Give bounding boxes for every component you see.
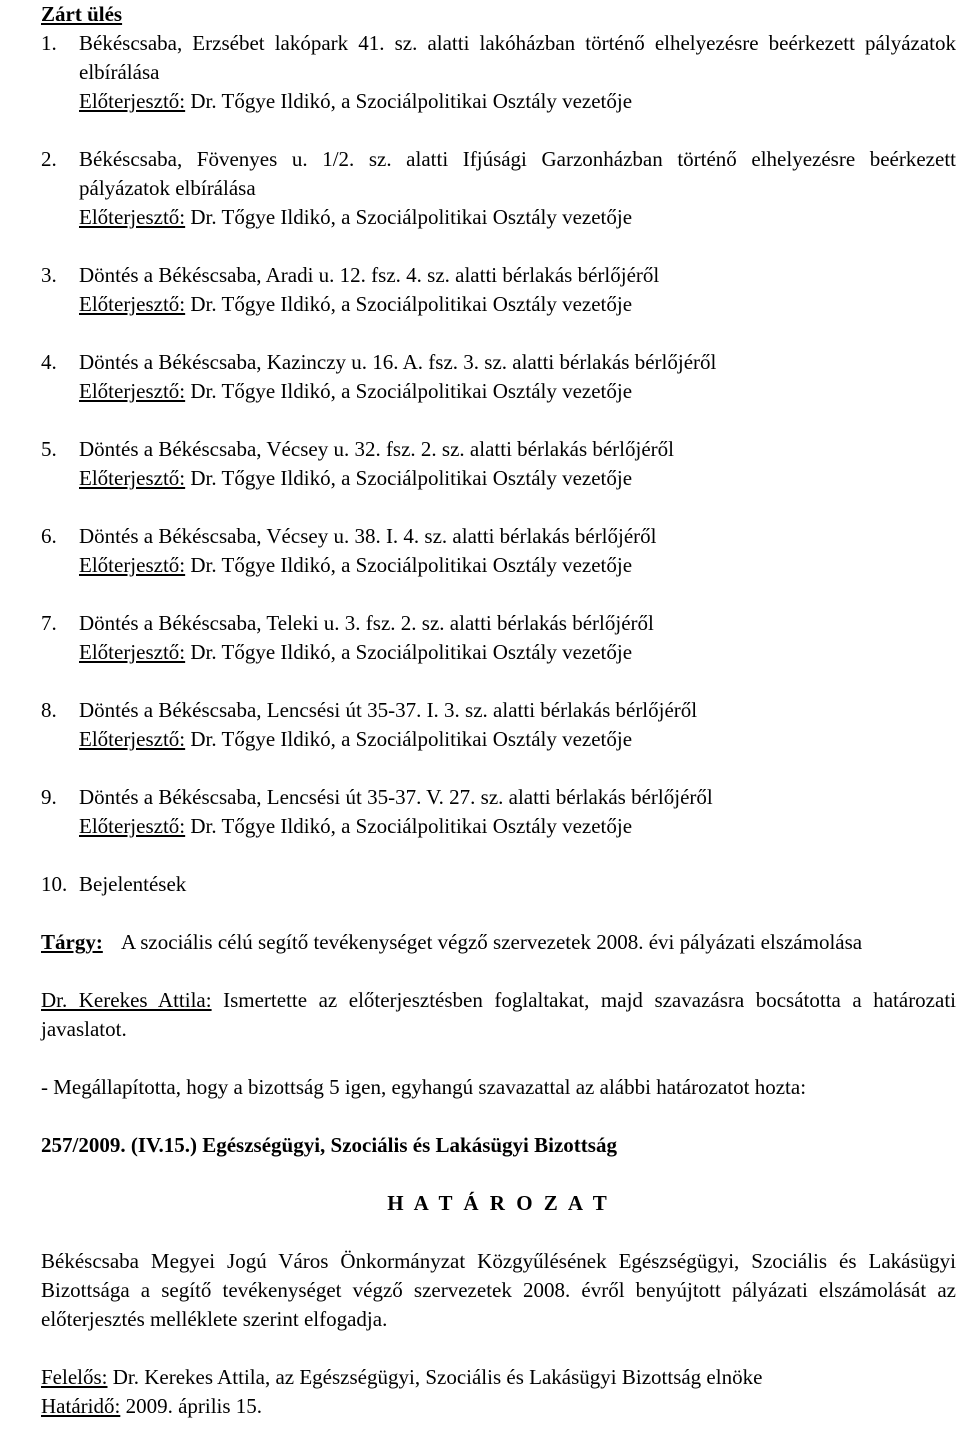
- presenter-label: Előterjesztő:: [79, 553, 186, 577]
- presenter-name: Dr. Tőgye Ildikó, a Szociálpolitikai Osztály vezetője: [190, 292, 633, 316]
- document-page: [41, 0, 956, 1421]
- agenda-item: [41, 783, 956, 841]
- deadline-line: [41, 1392, 956, 1421]
- item-text: Döntés a Békéscsaba, Lencsési út 35-37. V. 27. sz. alatti bérlakás bérlőjéről: [79, 785, 713, 809]
- presenter-line: [79, 464, 956, 493]
- resolution-title: H A T Á R O Z A T: [387, 1191, 610, 1215]
- presenter-name: Dr. Tőgye Ildikó, a Szociálpolitikai Osztály vezetője: [190, 640, 633, 664]
- deadline-text: 2009. április 15.: [120, 1394, 263, 1418]
- presenter-label: Előterjesztő:: [79, 640, 186, 664]
- presenter-name: Dr. Tőgye Ildikó, a Szociálpolitikai Osztály vezetője: [190, 89, 633, 113]
- presenter-name: Dr. Tőgye Ildikó, a Szociálpolitikai Osztály vezetője: [190, 466, 633, 490]
- presenter-name: Dr. Tőgye Ildikó, a Szociálpolitikai Osztály vezetője: [190, 727, 633, 751]
- presenter-line: [79, 87, 956, 116]
- presenter-line: [79, 812, 956, 841]
- presenter-line: [79, 290, 956, 319]
- agenda-item: [41, 435, 956, 493]
- responsible-text: Dr. Kerekes Attila, az Egészségügyi, Szociális és Lakásügyi Bizottság elnöke: [107, 1365, 763, 1389]
- speaker-text: Ismertette az előterjesztésben foglaltakat, majd szavazásra bocsátotta a határozati javaslatot.: [41, 988, 956, 1041]
- presenter-label: Előterjesztő:: [79, 379, 186, 403]
- agenda-item: [41, 348, 956, 406]
- presenter-name: Dr. Tőgye Ildikó, a Szociálpolitikai Osztály vezetője: [190, 205, 633, 229]
- presenter-label: Előterjesztő:: [79, 292, 186, 316]
- item-text: Döntés a Békéscsaba, Vécsey u. 38. I. 4. sz. alatti bérlakás bérlőjéről: [79, 524, 657, 548]
- section-heading: Zárt ülés: [41, 2, 123, 26]
- resolution-header: 257/2009. (IV.15.) Egészségügyi, Szociális és Lakásügyi Bizottság: [41, 1133, 617, 1157]
- item-number: 8.: [41, 698, 57, 722]
- agenda-item: [41, 609, 956, 667]
- item-text: Békéscsaba, Erzsébet lakópark 41. sz. alatti lakóházban történő elhelyezésre beérkezett pályázatok elbírálása: [79, 31, 956, 84]
- item-number: 5.: [41, 437, 57, 461]
- agenda-item: [41, 29, 956, 116]
- item-text: Döntés a Békéscsaba, Vécsey u. 32. fsz. 2. sz. alatti bérlakás bérlőjéről: [79, 437, 674, 461]
- item-text: Döntés a Békéscsaba, Aradi u. 12. fsz. 4. sz. alatti bérlakás bérlőjéről: [79, 263, 660, 287]
- resolution-text: Békéscsaba Megyei Jogú Város Önkormányzat Közgyűlésének Egészségügyi, Szociális és Lakásügyi Bizottsága a segítő tevékenységet végző szervezetek 2008. évről benyújtott pályázati elszámolását az előterjesztés melléklete szerint elfogadja.: [41, 1249, 956, 1331]
- item-number: 9.: [41, 785, 57, 809]
- responsible-label: Felelős:: [41, 1365, 108, 1389]
- item-number: 4.: [41, 350, 57, 374]
- presenter-line: [79, 377, 956, 406]
- item-text: Bejelentések: [79, 872, 187, 896]
- presenter-line: [79, 725, 956, 754]
- item-number: 3.: [41, 263, 57, 287]
- item-number: 7.: [41, 611, 57, 635]
- speaker-paragraph: [41, 986, 956, 1044]
- speaker-name: Dr. Kerekes Attila:: [41, 988, 212, 1012]
- presenter-name: Dr. Tőgye Ildikó, a Szociálpolitikai Osztály vezetője: [190, 814, 633, 838]
- item-number: 2.: [41, 147, 57, 171]
- subject-label: Tárgy:: [41, 930, 103, 954]
- presenter-line: [79, 638, 956, 667]
- agenda-item: [41, 696, 956, 754]
- item-text: Döntés a Békéscsaba, Kazinczy u. 16. A. fsz. 3. sz. alatti bérlakás bérlőjéről: [79, 350, 717, 374]
- deadline-label: Határidő:: [41, 1394, 121, 1418]
- agenda-item: [41, 261, 956, 319]
- item-number: 1.: [41, 31, 57, 55]
- subject-text: A szociális célú segítő tevékenységet végző szervezetek 2008. évi pályázati elszámolása: [121, 930, 863, 954]
- presenter-line: [79, 551, 956, 580]
- responsible-line: [41, 1363, 956, 1392]
- item-number: 10.: [41, 872, 68, 896]
- item-text: Békéscsaba, Fövenyes u. 1/2. sz. alatti Ifjúsági Garzonházban történő elhelyezésre beérkezett pályázatok elbírálása: [79, 147, 956, 200]
- agenda-item: [41, 522, 956, 580]
- agenda-item: [41, 145, 956, 232]
- presenter-name: Dr. Tőgye Ildikó, a Szociálpolitikai Osztály vezetője: [190, 379, 633, 403]
- presenter-label: Előterjesztő:: [79, 814, 186, 838]
- item-text: Döntés a Békéscsaba, Teleki u. 3. fsz. 2. sz. alatti bérlakás bérlőjéről: [79, 611, 654, 635]
- presenter-label: Előterjesztő:: [79, 89, 186, 113]
- presenter-name: Dr. Tőgye Ildikó, a Szociálpolitikai Osztály vezetője: [190, 553, 633, 577]
- presenter-label: Előterjesztő:: [79, 727, 186, 751]
- presenter-line: [79, 203, 956, 232]
- item-text: Döntés a Békéscsaba, Lencsési út 35-37. I. 3. sz. alatti bérlakás bérlőjéről: [79, 698, 698, 722]
- subject-block: [41, 928, 956, 957]
- finding-paragraph: - Megállapította, hogy a bizottság 5 igen, egyhangú szavazattal az alábbi határozatot hozta:: [41, 1075, 807, 1099]
- item-number: 6.: [41, 524, 57, 548]
- agenda-item: [41, 870, 956, 899]
- presenter-label: Előterjesztő:: [79, 205, 186, 229]
- presenter-label: Előterjesztő:: [79, 466, 186, 490]
